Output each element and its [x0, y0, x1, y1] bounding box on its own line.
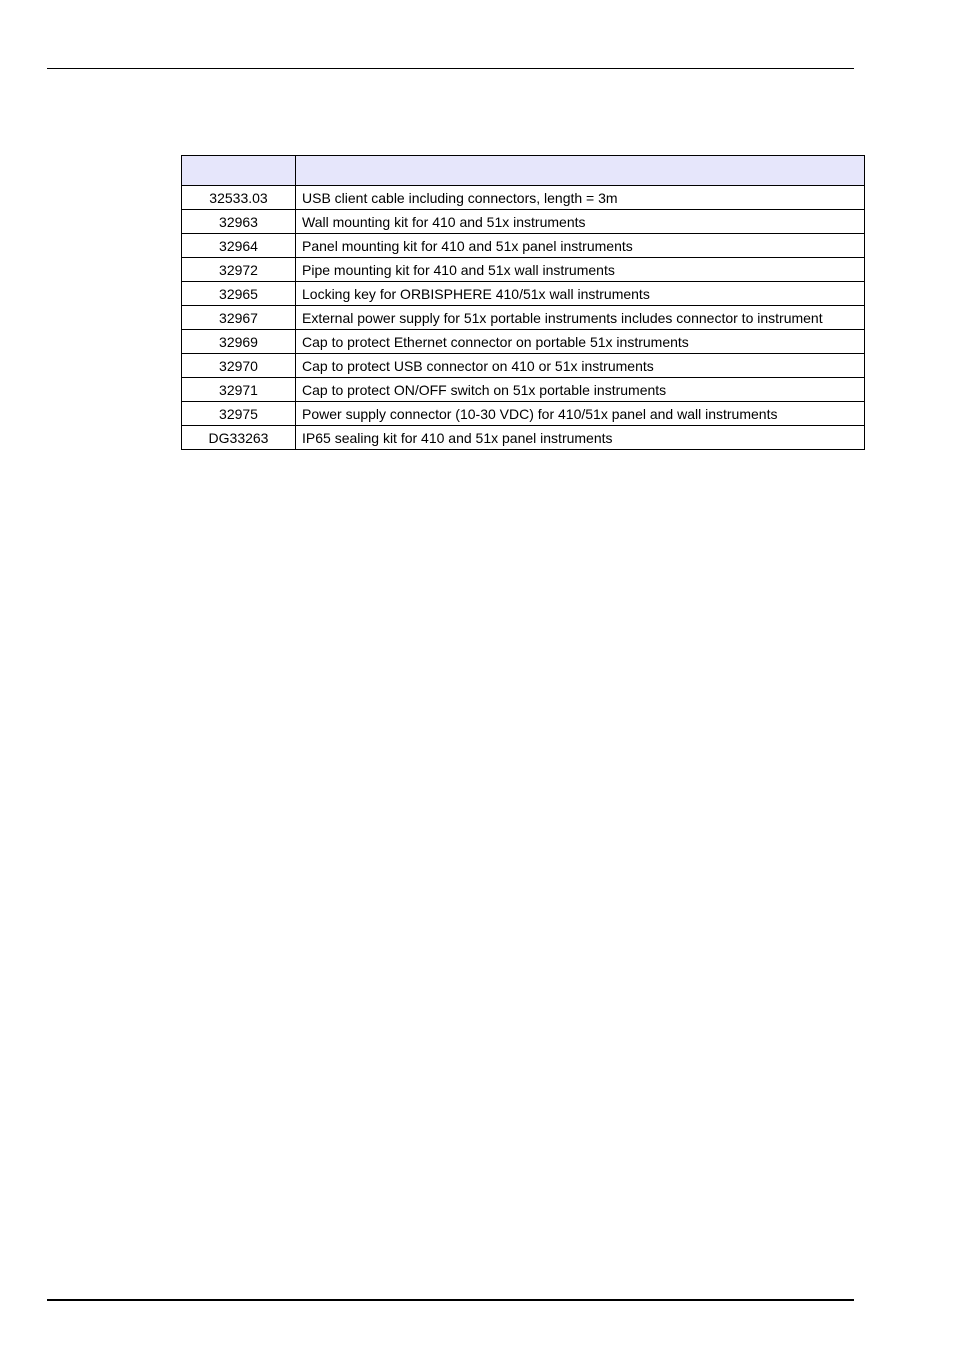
table-row [182, 186, 865, 210]
part-number: DG33263 [182, 426, 296, 450]
part-description: Wall mounting kit for 410 and 51x instruments [296, 210, 865, 234]
part-number: 32969 [182, 330, 296, 354]
table-row [182, 306, 865, 330]
table-row [182, 354, 865, 378]
table-row [182, 258, 865, 282]
part-number: 32963 [182, 210, 296, 234]
table-row [182, 234, 865, 258]
table-row [182, 282, 865, 306]
footer-rule [47, 1299, 854, 1301]
part-number: 32972 [182, 258, 296, 282]
part-description: Cap to protect ON/OFF switch on 51x portable instruments [296, 378, 865, 402]
part-description: Panel mounting kit for 410 and 51x panel instruments [296, 234, 865, 258]
part-number: 32964 [182, 234, 296, 258]
part-description: External power supply for 51x portable instruments includes connector to instrument [296, 306, 865, 330]
part-number: 32975 [182, 402, 296, 426]
part-description: Cap to protect Ethernet connector on portable 51x instruments [296, 330, 865, 354]
part-description: Pipe mounting kit for 410 and 51x wall instruments [296, 258, 865, 282]
table-row [182, 426, 865, 450]
part-description: Power supply connector (10-30 VDC) for 410/51x panel and wall instruments [296, 402, 865, 426]
part-description: IP65 sealing kit for 410 and 51x panel instruments [296, 426, 865, 450]
table-header-row [182, 156, 865, 186]
part-description: Cap to protect USB connector on 410 or 51x instruments [296, 354, 865, 378]
table-row [182, 210, 865, 234]
part-number: 32970 [182, 354, 296, 378]
table-row [182, 330, 865, 354]
table-row [182, 402, 865, 426]
table-row [182, 378, 865, 402]
header-description [296, 156, 865, 186]
part-description: Locking key for ORBISPHERE 410/51x wall instruments [296, 282, 865, 306]
part-number: 32533.03 [182, 186, 296, 210]
part-number: 32967 [182, 306, 296, 330]
accessories-table [181, 155, 865, 450]
part-description: USB client cable including connectors, length = 3m [296, 186, 865, 210]
header-rule [47, 68, 854, 69]
part-number: 32965 [182, 282, 296, 306]
part-number: 32971 [182, 378, 296, 402]
header-part-number [182, 156, 296, 186]
